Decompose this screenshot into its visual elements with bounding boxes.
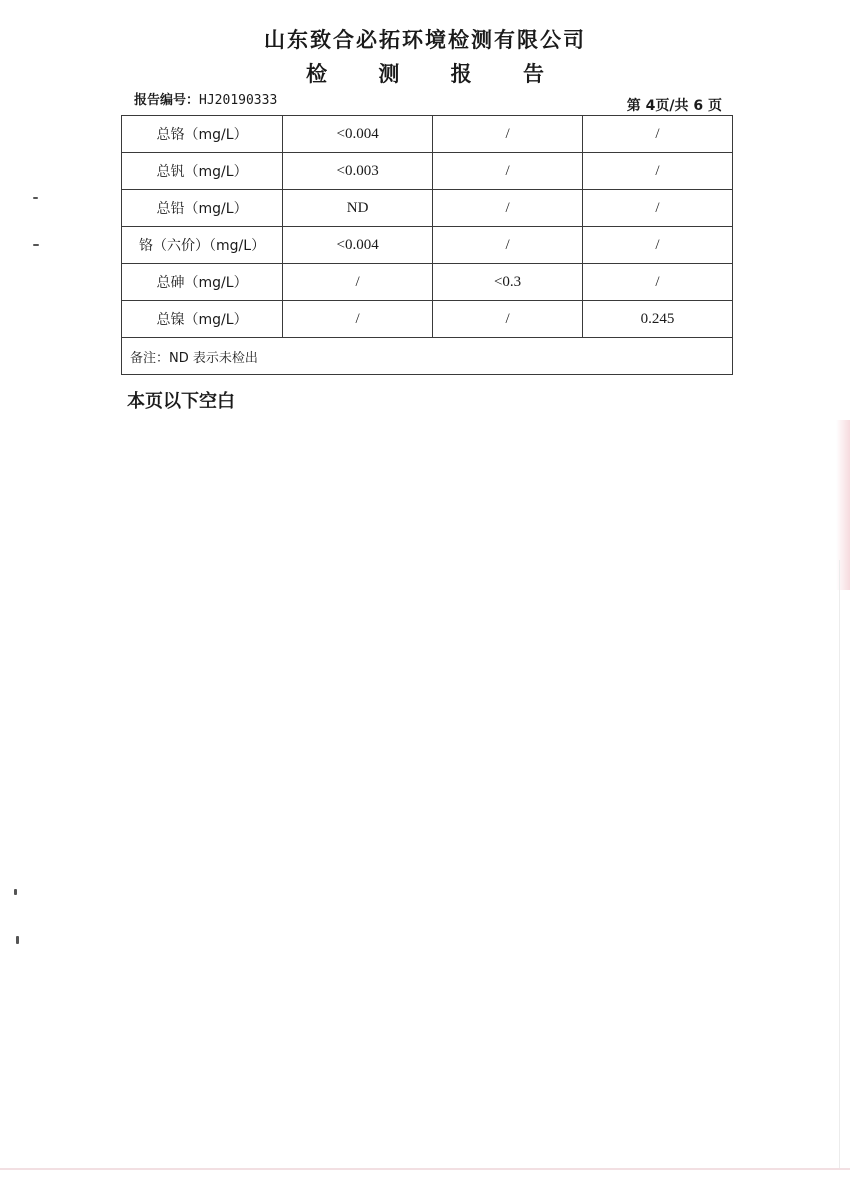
report-number <box>134 89 277 108</box>
report-number-label: 报告编号： <box>134 93 200 108</box>
table-row <box>122 190 733 227</box>
result-cell: / <box>583 190 733 227</box>
scan-speck <box>33 197 38 199</box>
table-row <box>122 264 733 301</box>
result-cell: / <box>283 301 433 338</box>
table-row <box>122 227 733 264</box>
result-cell: <0.3 <box>433 264 583 301</box>
table-row <box>122 116 733 153</box>
scan-speck <box>33 244 39 246</box>
result-cell: / <box>283 264 433 301</box>
table-row <box>122 153 733 190</box>
result-cell: / <box>583 264 733 301</box>
result-cell: / <box>433 153 583 190</box>
result-cell: <0.003 <box>283 153 433 190</box>
result-cell: <0.004 <box>283 116 433 153</box>
parameter-name: 总铅（mg/L） <box>122 190 283 227</box>
result-cell: / <box>583 227 733 264</box>
scan-edge <box>0 1168 850 1170</box>
page-indicator: 第 4页/共 6 页 <box>626 98 722 114</box>
result-cell: ND <box>283 190 433 227</box>
result-cell: / <box>433 116 583 153</box>
report-number-value: HJ20190333 <box>199 93 278 108</box>
note-row <box>122 338 733 375</box>
scan-speck <box>14 889 17 895</box>
result-cell: / <box>433 301 583 338</box>
parameter-name: 总铬（mg/L） <box>122 116 283 153</box>
scan-edge <box>839 560 840 1170</box>
result-cell: / <box>433 190 583 227</box>
scan-speck <box>16 936 19 944</box>
table-note: 备注：ND 表示未检出 <box>122 338 733 375</box>
result-cell: / <box>583 153 733 190</box>
result-cell: / <box>433 227 583 264</box>
parameter-name: 总镍（mg/L） <box>122 301 283 338</box>
blank-page-note: 本页以下空白 <box>127 391 235 412</box>
results-table <box>121 115 733 375</box>
result-cell: / <box>583 116 733 153</box>
document-title: 检 测 报 告 <box>306 62 566 86</box>
parameter-name: 铬（六价）（mg/L） <box>122 227 283 264</box>
table-row <box>122 301 733 338</box>
parameter-name: 总钒（mg/L） <box>122 153 283 190</box>
parameter-name: 总砷（mg/L） <box>122 264 283 301</box>
result-cell: <0.004 <box>283 227 433 264</box>
result-cell: 0.245 <box>583 301 733 338</box>
company-name: 山东致合必拓环境检测有限公司 <box>264 28 586 52</box>
